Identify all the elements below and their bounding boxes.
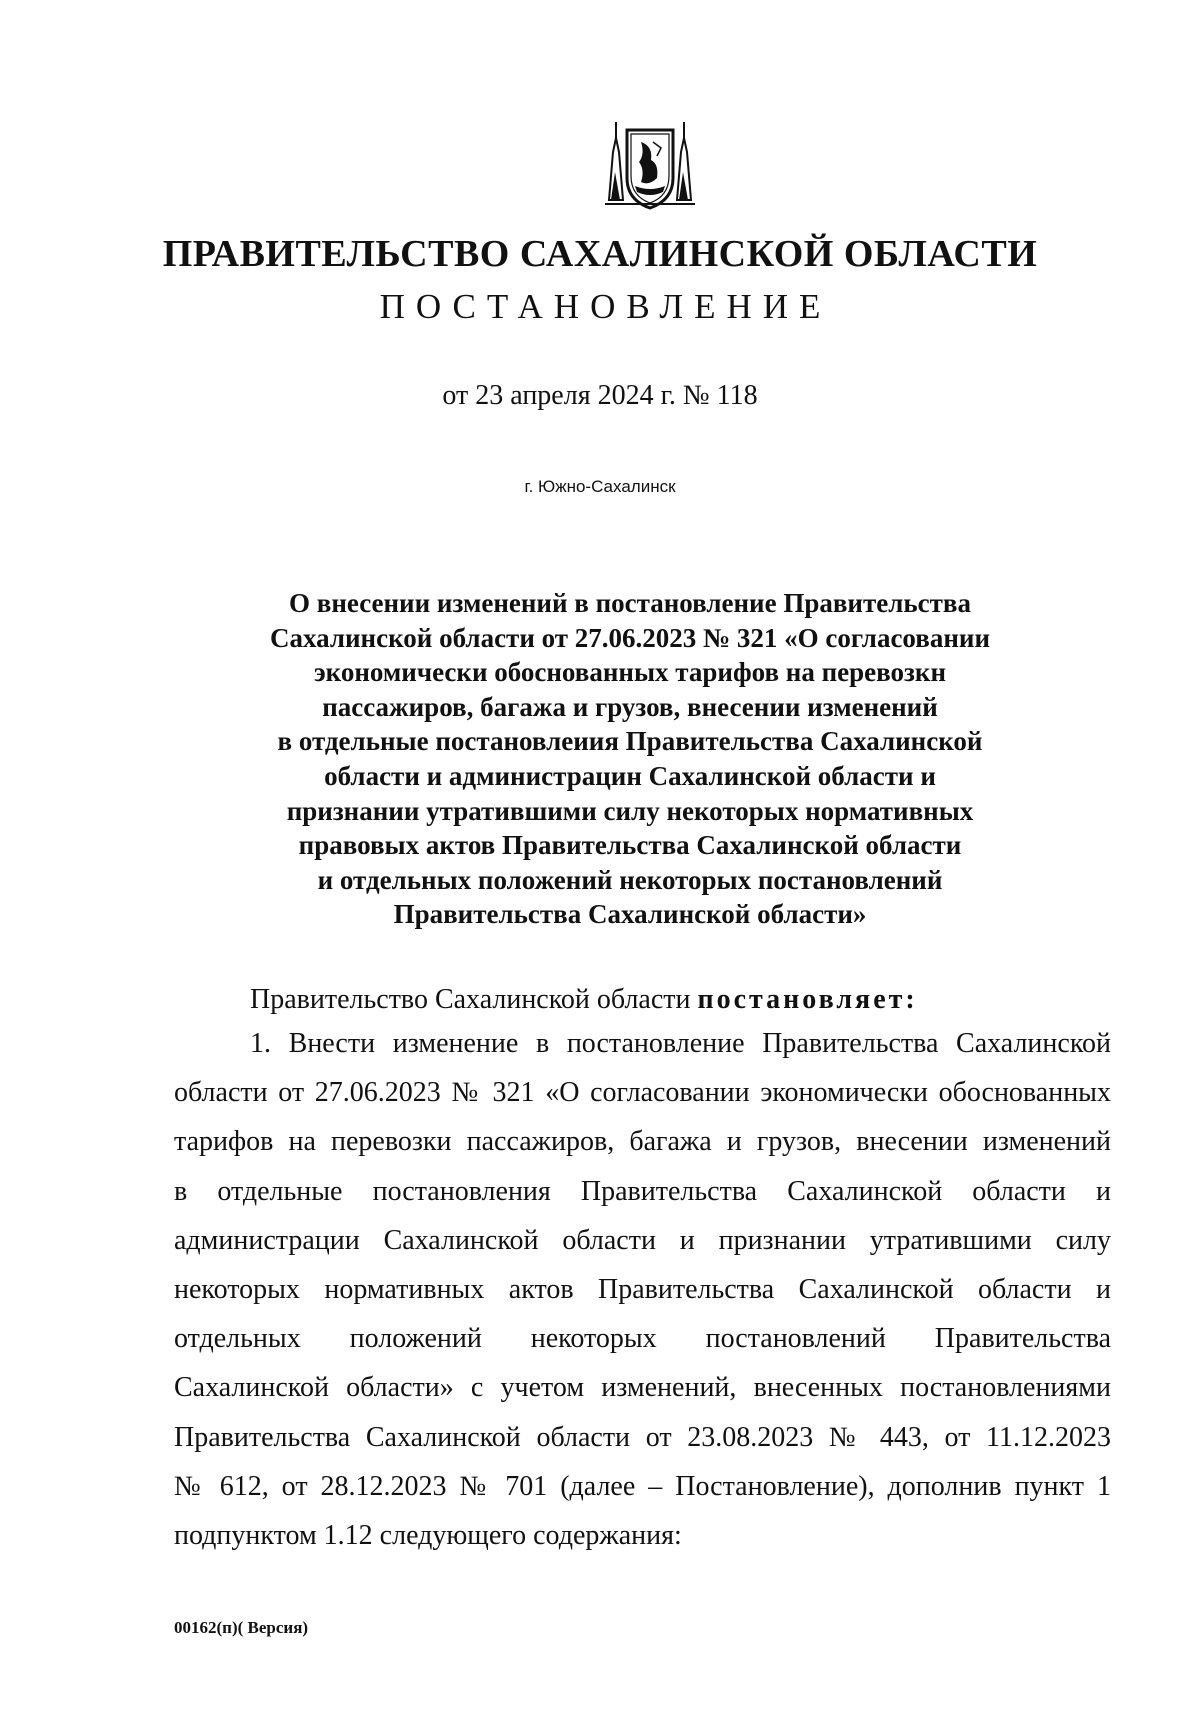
body-paragraph xyxy=(174,1026,1118,1567)
body-line: в отдельные постановления Правительства Сахалинской области и xyxy=(174,1175,1118,1207)
subject-line: Сахалинской области от 27.06.2023 № 321 «О согласовании xyxy=(269,622,991,653)
document-date-number: от 23 апреля 2024 г. № 118 xyxy=(442,380,758,411)
organization-title: ПРАВИТЕЛЬСТВО САХАЛИНСКОЙ ОБЛАСТИ xyxy=(162,233,1038,275)
body-line: № 612, от 28.12.2023 № 701 (далее – Постановление), дополнив пункт 1 xyxy=(174,1470,1118,1502)
subject-line: правовых актов Правительства Сахалинской области xyxy=(298,830,962,861)
subject-line: Правительства Сахалинской области» xyxy=(393,899,867,930)
body-line: области от 27.06.2023 № 321 «О согласовании экономически обоснованных xyxy=(174,1077,1118,1109)
preamble xyxy=(250,982,918,1018)
subject-line: экономически обоснованных тарифов на перевозкн xyxy=(314,657,946,688)
body-line: некоторых нормативных актов Правительства Сахалинской области и xyxy=(174,1273,1118,1305)
body-line: администрации Сахалинской области и признании утратившими силу xyxy=(174,1224,1118,1256)
subject-line: в отдельные постановлеиия Правительства Сахалинской xyxy=(277,726,983,757)
preamble-verb: постановляет: xyxy=(697,984,918,1015)
subject-line: области и администрацин Сахалинской области и xyxy=(324,760,936,791)
body-line: 1. Внести изменение в постановление Правительства Сахалинской xyxy=(250,1028,1118,1059)
body-line: Правительства Сахалинской области от 23.08.2023 № 443, от 11.12.2023 xyxy=(174,1421,1118,1453)
document-subject xyxy=(230,586,1030,932)
body-line: подпунктом 1.12 следующего содержания: xyxy=(174,1519,682,1551)
document-city: г. Южно-Сахалинск xyxy=(524,477,676,496)
body-line: отдельных положений некоторых постановлений Правительства xyxy=(174,1323,1118,1355)
coat-of-arms-icon xyxy=(601,112,699,212)
document-version-code: 00162(п)( Версия) xyxy=(174,1618,309,1637)
preamble-text: Правительство Сахалинской области xyxy=(250,984,698,1015)
subject-line: признании утратившими силу некоторых нормативных xyxy=(286,795,974,826)
subject-line: и отдельных положений некоторых постановлений xyxy=(317,864,943,895)
body-line: Сахалинской области» с учетом изменений, внесенных постановлениями xyxy=(174,1372,1118,1404)
body-line: тарифов на перевозки пассажиров, багажа и грузов, внесении изменений xyxy=(174,1126,1118,1158)
document-type-heading: ПОСТАНОВЛЕНИЕ xyxy=(379,287,832,326)
subject-line: пассажиров, багажа и грузов, внесении изменений xyxy=(322,691,938,722)
subject-line: О внесении изменений в постановление Правительства xyxy=(289,588,971,618)
